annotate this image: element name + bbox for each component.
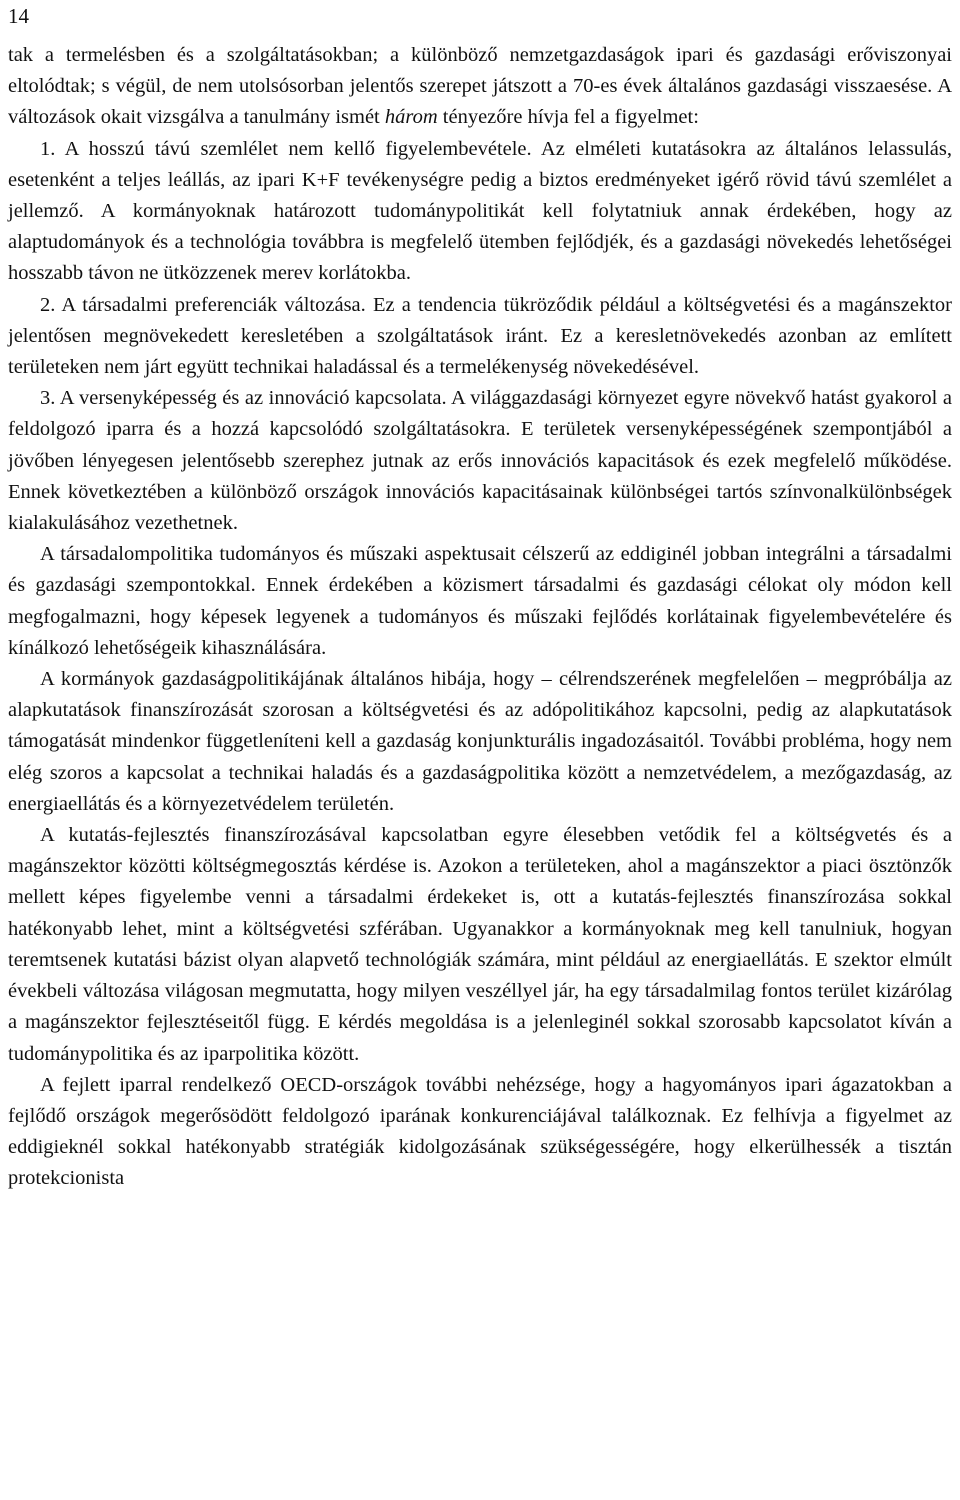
paragraph <box>8 664 952 820</box>
list-item-2 <box>8 290 952 384</box>
text-segment: A társadalompolitika tudományos és műszaki aspektusait célszerű az eddiginél jobban integrálni a társadalmi és gazdasági szempontokkal. Ennek érdekében a közismert társadalmi és gazdasági célokat oly módon kell megfogalmazni, hogy képesek legyenek a tudományos és műszaki fejlődés korlátainak figyelembevételére és kínálkozó lehetőségeik kihasználására. <box>8 543 952 659</box>
text-segment: 1. A hosszú távú szemlélet nem kellő figyelembevétele. Az elméleti kutatásokra az általános lelassulás, esetenként a teljes leállás, az ipari K+F tevékenységre pedig a biztos eredményeket igérő rövid távú szemlélet a jellemző. A kormányoknak határozott tudománypolitikát kell folytatniuk annak érdekében, hogy az alaptudományok és a technológia továbbra is megfelelő ütemben fejlődjék, és a gazdasági növekedés lehetőségei hosszabb távon ne ütközzenek merev korlátokba. <box>8 137 952 285</box>
paragraph-continuation <box>8 40 952 134</box>
paragraph <box>8 539 952 664</box>
page-number: 14 <box>8 4 29 28</box>
paragraph <box>8 1070 952 1195</box>
text-segment: 3. A versenyképesség és az innováció kapcsolata. A világgazdasági környezet egyre növekvő hatást gyakorol a feldolgozó iparra és a hozzá kapcsolódó szolgáltatásokra. E területek versenyképességének szempontjából a jövőben lényegesen jelentősebb szerephez jutnak az erős innovációs kapacitások és ezek megfelelő működése. Ennek következtében a különböző országok innovációs kapacitásainak különbségei tartós színvonalkülönbségek kialakulásához vezethetnek. <box>8 387 952 535</box>
body-text <box>8 40 952 1195</box>
text-segment: tak a termelésben és a szolgáltatásokban; a különböző nemzetgazdaságok ipari és gazdasági erőviszonyai eltolódtak; s végül, de nem utolsósorban jelentős szerepet játszott a 70-es évek általános gazdasági visszaesése. A változások okait vizsgálva a tanulmány ismét <box>8 44 952 129</box>
text-segment-italic: három <box>384 106 438 129</box>
text-segment: A kutatás-fejlesztés finanszírozásával kapcsolatban egyre élesebben vetődik fel a költségvetés és a magánszektor közötti költségmegosztás kérdése is. Azokon a területeken, ahol a magánszektor a piaci ösztönzők mellett képes figyelembe venni a társadalmi érdekeket is, ott a kutatás-fejlesztés finanszírozása sokkal hatékonyabb lehet, mint a költségvetési szférában. Ugyanakkor a kormányoknak meg kell tanulniuk, hogyan teremtsenek kutatási bázist olyan alapvető technológiák számára, mint például az energiaellátás. E szektor elmúlt évekbeli változása világosan megmutatta, hogy milyen veszéllyel jár, ha egy társadalmilag fontos terület kizárólag a magánszektor fejlesztéseitől függ. E kérdés megoldása is a jelenleginél sokkal szorosabb kapcsolatot kíván a tudománypolitika és az iparpolitika között. <box>8 824 952 1065</box>
text-segment: A fejlett iparral rendelkező OECD-országok további nehézsége, hogy a hagyományos ipari ágazatokban a fejlődő országok megerősödött feldolgozó iparának konkurenciájával találkoznak. Ez felhívja a figyelmet az eddigieknél sokkal hatékonyabb stratégiák kidolgozásának szükségességére, hogy elkerülhessék a tisztán protekcionista <box>8 1073 952 1190</box>
text-segment: tényezőre hívja fel a figyelmet: <box>437 106 699 129</box>
text-segment: A kormányok gazdaságpolitikájának általános hibája, hogy – célrendszerének megfelelően – megpróbálja az alapkutatások finanszírozását szorosan a költségvetési és az adópolitikához kapcsolni, pedig az alapkutatások támogatását mindenkor függetleníteni kell a gazdaság konjunkturális ingadozásaitól. További probléma, hogy nem elég szoros a kapcsolat a technikai haladás és a gazdaságpolitika között a nemzetvédelem, a mezőgazdaság, az energiaellátás és a környezetvédelem területén. <box>8 668 952 815</box>
text-segment: 2. A társadalmi preferenciák változása. Ez a tendencia tükröződik például a költségvetési és a magánszektor jelentősen megnövekedett keresletében a szolgáltatások iránt. Ez a keresletnövekedés azonban az említett területeken nem járt együtt technikai haladással és a termelékenység növekedésével. <box>8 293 952 379</box>
paragraph <box>8 820 952 1070</box>
list-item-3 <box>8 383 952 539</box>
list-item-1 <box>8 134 952 290</box>
